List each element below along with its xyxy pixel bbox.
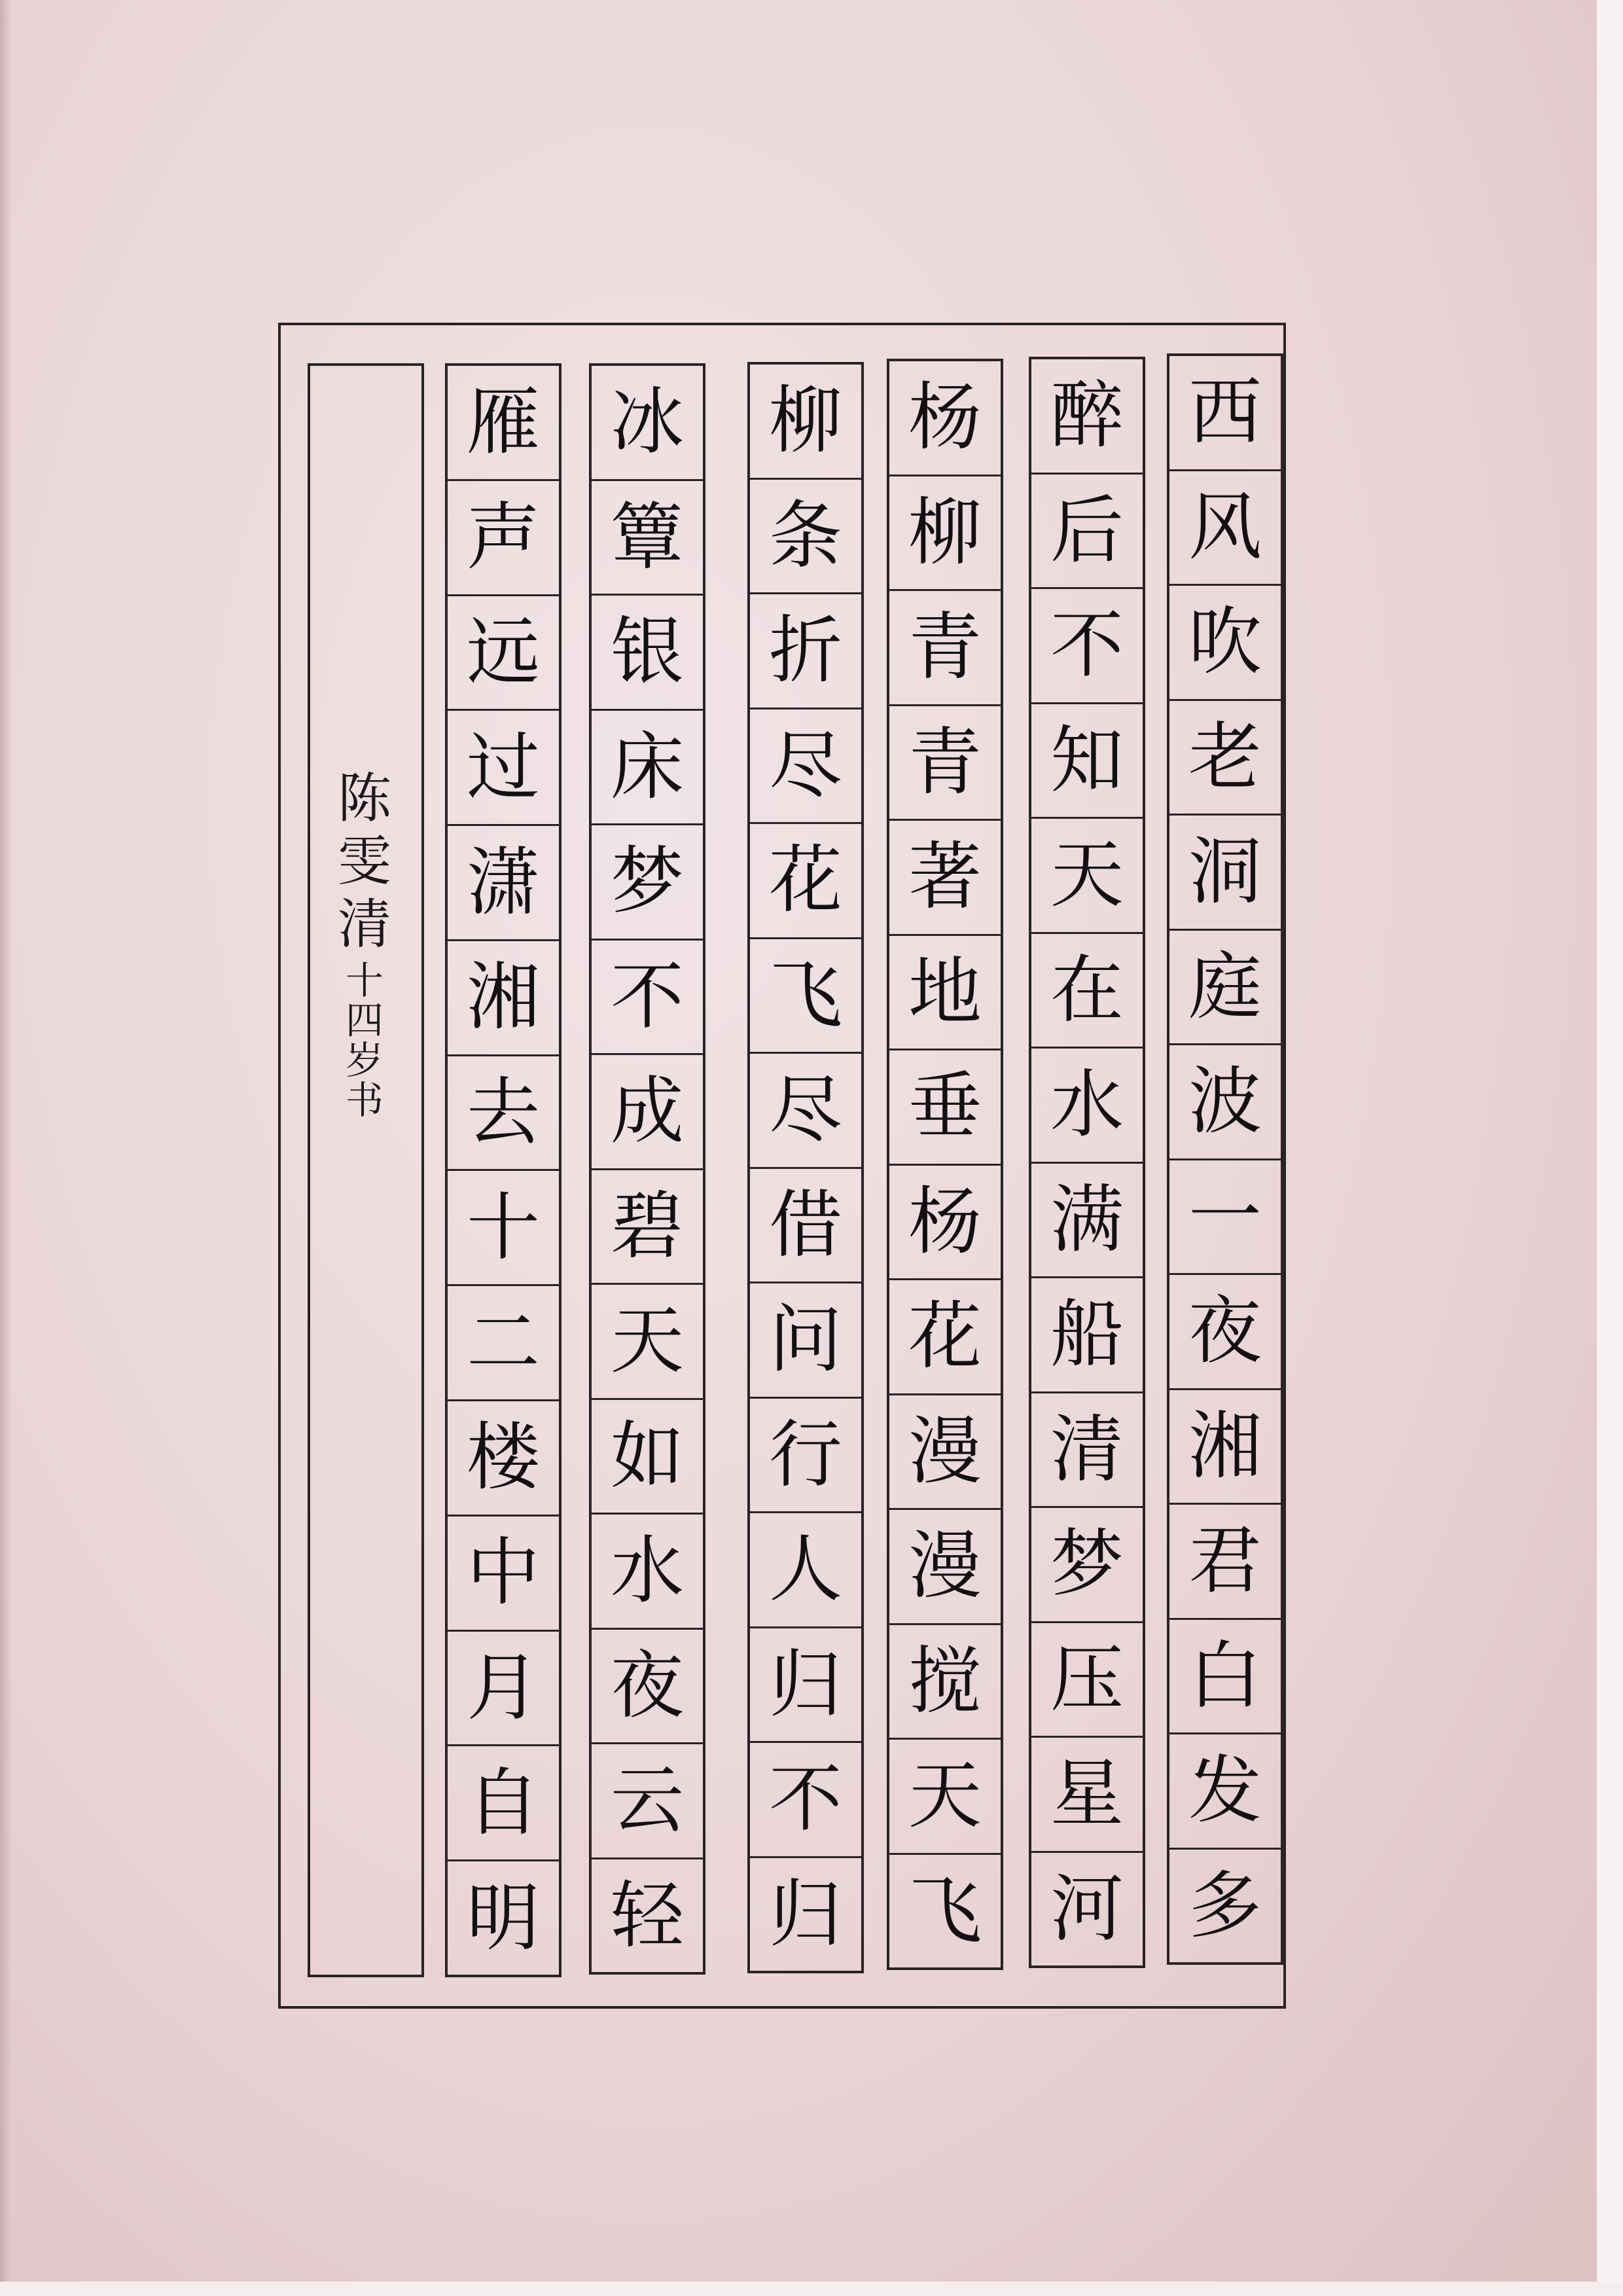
poem-char: 归 <box>769 1871 842 1957</box>
poem-char: 借 <box>750 1169 861 1284</box>
poem-char: 垂 <box>889 1050 1001 1166</box>
poem-column-1 <box>1167 353 1283 1965</box>
poem-char: 多 <box>1188 1863 1262 1948</box>
poem-column-4 <box>747 362 864 1973</box>
poem-char: 杨 <box>889 1166 1001 1281</box>
poem-char: 地 <box>889 936 1001 1051</box>
poem-char: 成 <box>592 1055 703 1170</box>
poem-char: 去 <box>448 1056 559 1172</box>
poem-char: 归 <box>750 1628 861 1744</box>
poem-char: 波 <box>1169 1045 1281 1160</box>
poem-char: 著 <box>889 821 1001 936</box>
poem-char: 如 <box>592 1400 703 1515</box>
poem-char: 不 <box>1031 589 1143 704</box>
poem-char: 庭 <box>1169 931 1281 1046</box>
poem-char: 不 <box>592 941 703 1056</box>
poem-char: 天 <box>592 1285 703 1400</box>
signature-char: 岁 <box>345 1037 383 1083</box>
poem-char: 后 <box>1031 475 1143 590</box>
poem-char: 银 <box>592 596 703 711</box>
poem-char: 清 <box>1031 1393 1143 1509</box>
poem-column-5 <box>589 363 705 1975</box>
poem-char: 行 <box>750 1399 861 1514</box>
poem-char: 漫 <box>889 1510 1001 1625</box>
signature-char: 四 <box>345 997 383 1043</box>
poem-char: 天 <box>1031 819 1143 934</box>
poem-char: 天 <box>889 1740 1001 1855</box>
poem-char: 夜 <box>592 1630 703 1745</box>
poem-char: 青 <box>889 591 1001 706</box>
signature-char: 陈 <box>337 768 391 830</box>
poem-char: 条 <box>750 480 861 595</box>
poem-char: 柳 <box>889 476 1001 592</box>
poem-char: 潇 <box>448 826 559 941</box>
poem-char: 河 <box>1050 1866 1124 1952</box>
poem-char: 星 <box>1031 1738 1143 1853</box>
poem-char: 中 <box>448 1516 559 1632</box>
poem-char: 西 <box>1169 356 1281 471</box>
poem-char: 水 <box>1031 1049 1143 1164</box>
poem-char: 湘 <box>1169 1390 1281 1505</box>
poem-char: 老 <box>1169 701 1281 816</box>
poem-char: 过 <box>448 711 559 826</box>
poem-char: 云 <box>592 1744 703 1859</box>
poem-char: 碧 <box>592 1170 703 1285</box>
signature-char: 雯 <box>337 831 391 893</box>
poem-char: 在 <box>1031 934 1143 1049</box>
poem-char: 吹 <box>1169 586 1281 701</box>
poem-char: 折 <box>750 594 861 709</box>
poem-char: 花 <box>750 824 861 939</box>
scan-shadow-left <box>0 0 12 2296</box>
poem-column-6 <box>445 363 562 1977</box>
poem-char: 不 <box>750 1743 861 1858</box>
signature-char: 书 <box>345 1077 383 1122</box>
poem-char: 自 <box>448 1746 559 1861</box>
poem-char: 问 <box>750 1283 861 1399</box>
poem-char: 发 <box>1169 1734 1281 1850</box>
poem-char: 声 <box>448 481 559 596</box>
signature <box>335 768 394 1122</box>
poem-char: 洞 <box>1169 816 1281 931</box>
poem-char: 白 <box>1169 1620 1281 1735</box>
poem-char: 杨 <box>889 361 1001 476</box>
poem-char: 楼 <box>448 1401 559 1516</box>
scan-margin-right <box>1597 0 1623 2296</box>
poem-char: 雁 <box>448 366 559 481</box>
poem-char: 满 <box>1031 1164 1143 1279</box>
poem-char: 飞 <box>908 1868 982 1954</box>
poem-char: 湘 <box>448 941 559 1056</box>
poem-column-3 <box>887 359 1003 1970</box>
poem-char: 冰 <box>592 366 703 481</box>
poem-char: 飞 <box>750 939 861 1054</box>
poem-char: 人 <box>750 1513 861 1628</box>
poem-char: 知 <box>1031 704 1143 819</box>
poem-column-2 <box>1029 357 1145 1968</box>
signature-panel <box>308 363 424 1977</box>
poem-char: 轻 <box>611 1873 684 1958</box>
poem-char: 夜 <box>1169 1275 1281 1390</box>
poem-char: 花 <box>889 1280 1001 1395</box>
poem-char: 一 <box>1169 1160 1281 1276</box>
poem-char: 梦 <box>1031 1508 1143 1623</box>
poem-char: 水 <box>592 1515 703 1630</box>
poem-char: 风 <box>1169 471 1281 586</box>
poem-char: 尽 <box>750 1054 861 1169</box>
signature-char: 清 <box>337 893 391 956</box>
poem-char: 梦 <box>592 825 703 941</box>
poem-char: 青 <box>889 706 1001 821</box>
poem-char: 远 <box>448 596 559 711</box>
poem-char: 压 <box>1031 1623 1143 1738</box>
poem-char: 明 <box>467 1875 540 1961</box>
poem-char: 醉 <box>1031 359 1143 475</box>
poem-char: 搅 <box>889 1625 1001 1740</box>
poem-char: 床 <box>592 711 703 826</box>
poem-char: 二 <box>448 1286 559 1401</box>
poem-char: 君 <box>1169 1505 1281 1620</box>
poem-char: 十 <box>448 1171 559 1286</box>
poem-char: 漫 <box>889 1395 1001 1511</box>
poem-char: 簟 <box>592 481 703 596</box>
poem-char: 柳 <box>750 365 861 480</box>
scan-margin-bottom <box>0 2282 1623 2296</box>
poem-char: 船 <box>1031 1278 1143 1393</box>
signature-char: 十 <box>345 958 383 1003</box>
poem-char: 月 <box>448 1632 559 1747</box>
poem-char: 尽 <box>750 709 861 825</box>
